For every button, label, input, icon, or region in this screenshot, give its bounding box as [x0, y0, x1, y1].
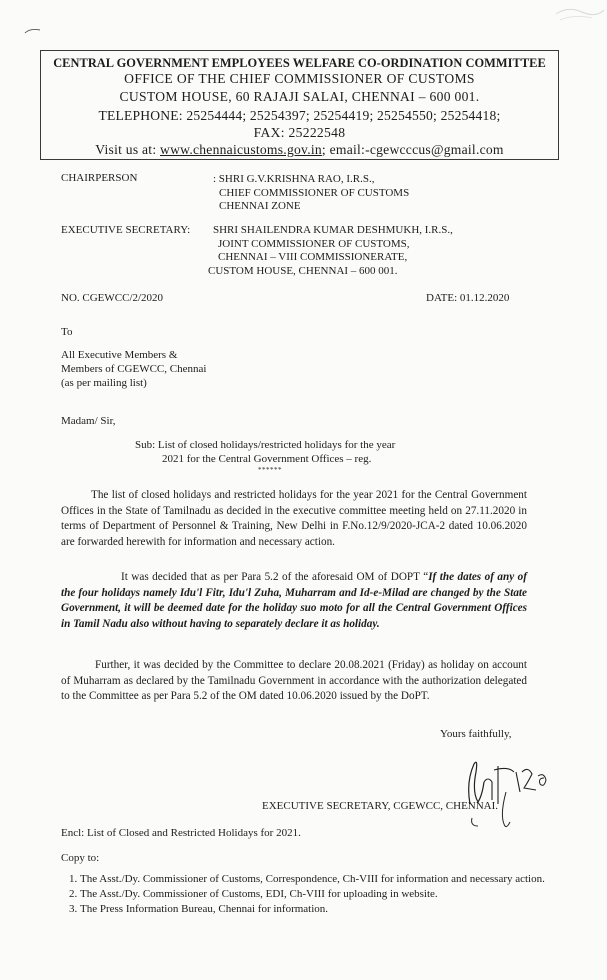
office-address: CUSTOM HOUSE, 60 RAJAJI SALAI, CHENNAI – 600 001. — [119, 89, 480, 104]
subject-line-1: Sub: List of closed holidays/restricted holidays for the year — [135, 439, 396, 451]
copy-to-list — [60, 872, 550, 917]
telephone-numbers: TELEPHONE: 25254444; 25254397; 25254419; 25254550; 25254418; — [98, 108, 501, 123]
paragraph-muharram: Further, it was decided by the Committee to declare 20.08.2021 (Friday) as holiday on account of Muharram as declared by the Tamilnadu Government in accordance with the authorization delegated to the Committee as per Para 5.2 of the OM dated 10.06.2020 issued by the DoPT. — [61, 659, 527, 703]
website-link[interactable]: www.chennaicustoms.gov.in — [160, 142, 322, 157]
chairperson-designation: CHIEF COMMISSIONER OF CUSTOMS — [219, 186, 410, 199]
secretary-details — [208, 224, 453, 278]
recipient-block — [61, 349, 206, 390]
enclosure-note: Encl: List of Closed and Restricted Holidays for 2021. — [61, 827, 301, 839]
chairperson-details — [213, 173, 409, 214]
margin-mark-icon — [24, 26, 42, 36]
chairperson-name: : SHRI G.V.KRISHNA RAO, I.R.S., — [213, 173, 375, 185]
visit-prefix: Visit us at: — [95, 142, 160, 157]
paragraph-holiday-list: The list of closed holidays and restricted holidays for the year 2021 for the Central Government Offices in the State of Tamilnadu as decided in the executive committee meeting held on 27.11.2020 in terms of Department of Personnel & Training, New Delhi in F.No.12/9/2020-JCA-2 dated 10.06.2020 are forwarded herewith for information and necessary action. — [61, 489, 527, 548]
copy-to-item: 1. The Asst./Dy. Commissioner of Customs, Correspondence, Ch-VIII for information and necessary action. — [80, 872, 550, 887]
paragraph-dopt-emphasis: If the dates of any of the four holidays namely Idu'l Fitr, Idu'l Zuha, Muharram and Id-e-Milad are changed by the State Government, it will be deemed date for the holiday suo moto for all the Central Government Offices in Tamil Nadu also without having to separately declare it as holiday. — [61, 571, 527, 630]
signature-icon — [448, 752, 558, 832]
secretary-address: CUSTOM HOUSE, CHENNAI – 600 001. — [208, 264, 398, 277]
copy-to-item: 2. The Asst./Dy. Commissioner of Customs, EDI, Ch-VIII for uploading in website. — [80, 887, 550, 902]
letterhead — [40, 50, 559, 160]
subject-separator: ****** — [258, 466, 282, 474]
paragraph-dopt-para — [61, 570, 527, 632]
secretary-name: SHRI SHAILENDRA KUMAR DESHMUKH, I.R.S., — [213, 224, 453, 236]
letter-date: DATE: 01.12.2020 — [426, 292, 510, 304]
signatory-designation: EXECUTIVE SECRETARY, CGEWCC, CHENNAI. — [262, 800, 499, 812]
fax-number: FAX: 25222548 — [253, 125, 346, 140]
salutation: Madam/ Sir, — [61, 415, 116, 427]
faint-stamp-icon — [548, 0, 607, 26]
committee-name: CENTRAL GOVERNMENT EMPLOYEES WELFARE CO-ORDINATION COMMITTEE — [53, 56, 546, 70]
recipient-line: (as per mailing list) — [61, 376, 147, 389]
secretary-label: EXECUTIVE SECRETARY: — [61, 224, 191, 236]
office-name: OFFICE OF THE CHIEF COMMISSIONER OF CUSTOMS — [124, 71, 475, 86]
secretary-designation: JOINT COMMISSIONER OF CUSTOMS, — [218, 237, 410, 250]
recipient-line: Members of CGEWCC, Chennai — [61, 362, 207, 375]
closing: Yours faithfully, — [440, 728, 512, 740]
email-text: ; email:-cgewcccus@gmail.com — [321, 142, 504, 157]
copy-to-label: Copy to: — [61, 852, 100, 864]
subject-line-2: 2021 for the Central Government Offices – reg. — [162, 453, 372, 465]
chairperson-zone: CHENNAI ZONE — [219, 200, 301, 212]
to-label: To — [61, 326, 73, 338]
contact-line — [41, 142, 558, 158]
recipient-line: All Executive Members & — [61, 349, 178, 361]
secretary-commissionerate: CHENNAI – VIII COMMISSIONERATE, — [218, 251, 408, 263]
paragraph-dopt-intro: It was decided that as per Para 5.2 of the aforesaid OM of DOPT “ — [121, 571, 429, 583]
chairperson-label: CHAIRPERSON — [61, 172, 138, 184]
copy-to-item: 3. The Press Information Bureau, Chennai for information. — [80, 902, 550, 917]
reference-number: NO. CGEWCC/2/2020 — [61, 292, 164, 304]
